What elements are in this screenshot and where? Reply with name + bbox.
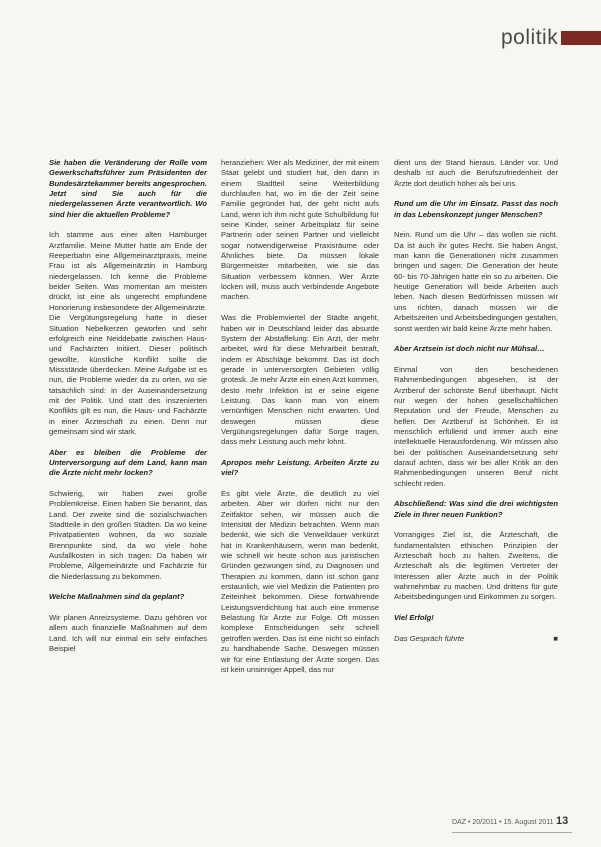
interview-answer: Schwierig, wir haben zwei große Problemkreise. Einen haben Sie benannt, das Land. Der zweite sind die sozialschwachen Stadtteile in den großen Städten. Da wo keine Privatpatienten wohnen, da wo soziale Brennpunkte sind, da wo viele hohe Ausfallkosten in sich tragen: Da haben wir Probleme, Allgemeinärzte und Fachärzte für die Niederlassung zu bekommen. [49,489,207,581]
signature-text: Das Gespräch führte [394,633,465,643]
interview-answer: Einmal von den bescheidenen Rahmenbedingungen abgesehen, ist der Arztberuf der schönste Beruf überhaupt. Nicht nur wegen der hohen gesellschaftlichen Reputation und der Freude, Menschen zu helfen. Der Arztberuf ist Schönheit. Er ist menschlich erfüllend und immer auch eine intellektuelle Herausforderung. Wir müssen also bei der politischen Auseinandersetzung sehr darauf achten, dass wir bei aller Kritik an den Rahmenbedingungen unseren Beruf nicht schlecht reden. [394,364,558,488]
interview-answer: Nein. Rund um die Uhr – das wollen sie nicht. Da ist auch ihr gutes Recht. Sie haben Angst, man kann die Generationen nicht zusammen bringen und sagen: Die Generation der heute 60- bis 70-Jährigen hatte ein so zu arbeiten. Die heutige Generation will beide Arbeiten auch leben. Nach diesen Bedürfnissen müssen wir uns richten, danach müssen wir die Arbeitszeiten und Arbeitsbedingungen gestalten, sonst werden wir bald keine Ärzte mehr haben. [394,230,558,333]
text-column-1 [49,158,207,665]
section-label: politik [501,26,559,49]
signature-line [394,634,558,644]
interview-question: Abschließend: Was sind die drei wichtigsten Ziele in Ihrer neuen Funktion? [394,499,558,519]
interview-answer: Was die Problemviertel der Städte angeht, haben wir in Deutschland leider das absurde System der Abstaffelung: Ein Arzt, der mehr arbeitet, wird für diese Mehrarbeit bestraft, indem er Abschläge bekommt. Das ist doch gerade in unterversorgten Gebieten völlig grotesk. Je mehr Ärzte ein einen Arzt kommen, desto mehr Infektion ist er seine eigene Leistung. Das kann man von einem vernünftigen Menschen nicht erwarten. Und deswegen müssen diese Vergütungsregelungen dafür Sorge tragen, dass mehr Leistung auch mehr lohnt. [221,313,379,447]
interview-answer: Es gibt viele Ärzte, die deutlich zu viel arbeiten. Aber wir dürfen nicht nur den Zeitfaktor sehen, wir müssen auch die Intensität der Medizin betrachten. Wenn man bedenkt, wie sich die Verweildauer verkürzt hat in Krankenhäusern, wenn man bedenkt, wie schnell wir heute schon aus juristischen Gründen gezwungen sind, zu Diagnosen und Therapien zu kommen, dann ist schon ganz erstaunlich, wie viel Medizin die Patienten pro Zeiteinheit bekommen. Diese fortwährende Leistungsverdichtung hat auch eine immense Belastung für Ärzte zur Folge. Oft müssen komplexe Entscheidungen sehr schnell getroffen werden. Das ist eine nicht so einfach zu handhabende Sache. Deswegen müssen wir für eine Entlastung der Ärzte sorgen. Das ist kein unsinniger Appell, das nur [221,489,379,674]
interview-answer: Wir planen Anreizsysteme. Dazu gehören vor allem auch finanzielle Maßnahmen auf dem Land. Ich will nur einmal ein sehr einfaches Beispiel [49,613,207,654]
interview-question: Rund um die Uhr im Einsatz. Passt das noch in das Lebenskonzept junger Menschen? [394,199,558,219]
text-column-3 [394,158,558,655]
text-column-2 [221,158,379,686]
interview-answer: heranziehen: Wer als Mediziner, der mit einem Staat gelebt und studiert hat, den dann in einem Stadtteil seine Weiterbildung durchlaufen hat, wo im die der Zeit seine Familie gegründet hat, der geht nicht aufs Land, wenn ich ihm nicht gute Schulbildung für seine Kinder, seiner Arbeitsplatz für seine Partnerin oder seinen Partner und vielleicht sogar notwendigerweise Praxisräume oder Ähnliches biete. Da müssen lokale Bürgermeister mitarbeiten, wie sie das Situation verbessern können. Wer Ärzte locken will, muss auch verbindende Angebote machen. [221,158,379,302]
interview-answer: dient uns der Stand hieraus. Länder vor. Und deshalb ist auch die Berufszufriedenheit der Ärzte dort deutlich höher als bei uns. [394,158,558,188]
interview-question: Aber es bleiben die Probleme der Unterversorgung auf dem Land, kann man die Ärzte nicht mehr locken? [49,447,207,478]
end-mark: ■ [553,633,558,643]
interview-question: Welche Maßnahmen sind da geplant? [49,592,185,602]
interview-question: Viel Erfolg! [394,613,434,623]
interview-answer: Ich stamme aus einer alten Hamburger Arztfamilie. Meine Mutter hatte am Ende der Reeperbahn eine Allgemeinarztpraxis, meine Frau ist als Allgemeinärztin in Hamburg niedergelassen. Ich kenne die Probleme beider Seiten. Was momentan am meisten drückt, ist eine als ungerecht empfundene Honorierung insbesondere der Allgemeinärzte. Die Vergütungsregelung hatte in dieser Situation Nebelkerzen geworfen und sehr erfolgreich eine Neiddebatte zwischen Haus- und Fachärzten initiiert. Dieser politisch gewollte, künstliche Konflikt sollte die Missstände überdecken. Meine Aufgabe ist es nun, die Probleme wieder da zu orten, wo sie tatsächlich sind: in der Auseinandersetzung mit der Politik. Und statt des inszenierten Konflikts gilt es nun, die Haus- und Fachärzte in einer Ärzteschaft zu einen. Denn nur gemeinsam sind wir stark. [49,230,207,436]
page-number: 13 [556,815,569,827]
section-color-bar [561,31,601,45]
interview-question: Apropos mehr Leistung. Arbeiten Ärzte zu viel? [221,457,379,478]
publication-info: DAZ • 20/2011 • 15. August 2011 [452,819,554,826]
footer-rule [452,832,572,833]
interview-question: Aber Arztsein ist doch nicht nur Mühsal… [394,344,545,354]
interview-answer: Vorrangiges Ziel ist, die Ärzteschaft, die fundamentalsten ethischen Prinzipien der Ärzteschaft hoch zu halten. Zweitens, die Ärzteschaft als die legitimen Vertreter der Interessen aller Ärzte auch in der Politik wahrnehmbar zu machen. Und drittens für gute Arbeitsbedingungen und Einkommen zu sorgen. [394,530,558,602]
interview-question: Sie haben die Veränderung der Rolle vom Gewerkschaftsführer zum Präsidenten der Bundesärztekammer bereits angesprochen. Jetzt sind Sie auch für die niedergelassenen Ärzte verantwortlich. Wo sind hier die aktuellen Probleme? [49,158,207,219]
